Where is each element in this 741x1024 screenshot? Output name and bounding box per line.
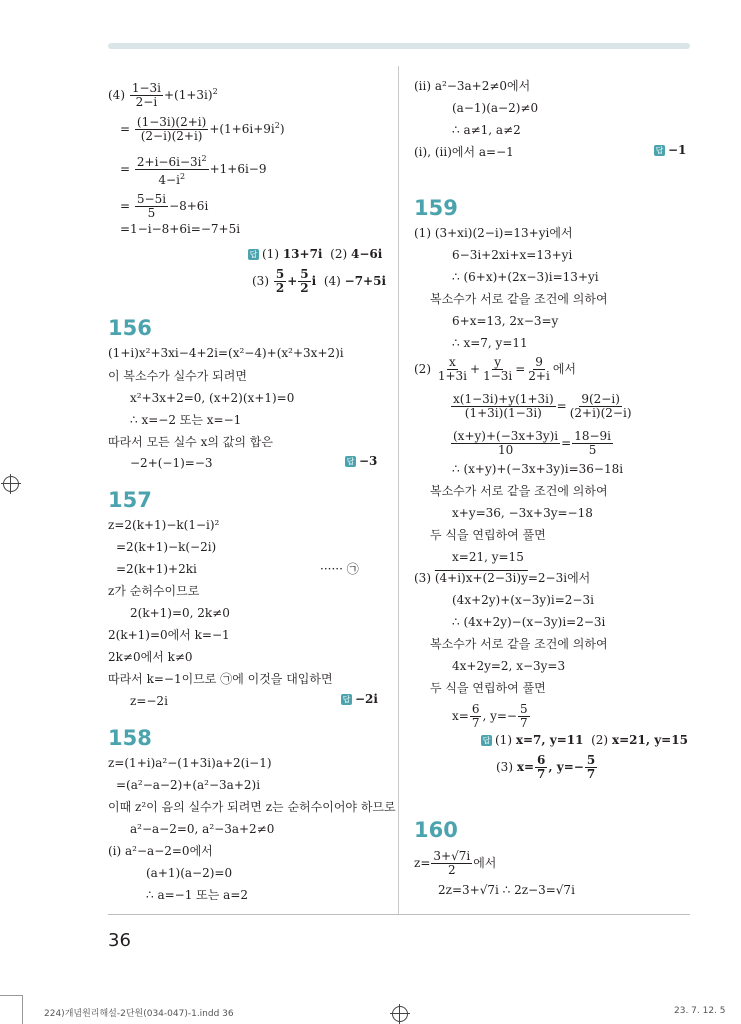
problem-number-156: 156 — [108, 316, 152, 340]
answer-badge-icon: 답 — [482, 736, 491, 745]
crop-mark — [0, 995, 22, 996]
answer-badge-icon: 답 — [342, 695, 351, 704]
problem-number-160: 160 — [414, 818, 458, 842]
p159-part3-line1: (3) (4+i)x+(2−3i)y=2−3i에서 — [414, 571, 591, 585]
p156-answer: 답 −3 — [346, 454, 378, 468]
footer-file: 224)개념원리해설-2단원(034-047)-1.indd 36 — [44, 1009, 234, 1019]
problem-number-158: 158 — [108, 726, 152, 750]
p155-answers-row1: 답 (1) 13+7i (2) 4−6i — [249, 247, 383, 261]
p155-answers-row2: (3) $\frac{5}{2}$ + $\frac{5}{2}$ i (4) −7+5i — [252, 267, 387, 295]
answer-badge-icon: 답 — [249, 250, 258, 259]
p155-line4: = $\frac{5-5i}{5}$ −8+6i — [120, 192, 209, 220]
p155-line2: = $\frac{(1-3i)(2+i)}{(2-i)(2+i)}$ $+(1+6i+9i^2)$ — [120, 115, 285, 143]
p155-line5: =1−i−8+6i=−7+5i — [120, 222, 241, 236]
problem-number-157: 157 — [108, 488, 152, 512]
bottom-rule — [108, 914, 690, 915]
registration-mark-icon — [392, 1006, 408, 1022]
p159-part2-line1: (2) $\frac{x}{1+3i}$ + $\frac{y}{1-3i}$ = $\frac{9}{2+i}$ 에서 — [414, 355, 577, 383]
crop-mark — [22, 995, 23, 1024]
p159-answers-row2: (3) x= $\frac{6}{7}$ , y=− $\frac{5}{7}$ — [496, 753, 596, 781]
problem-number-159: 159 — [414, 196, 458, 220]
p159-answers-row1: 답 (1) x=7, y=11 (2) x=21, y=15 — [482, 733, 688, 747]
column-divider — [398, 66, 399, 914]
p159-part2-line3: $\frac{(x+y)+(-3x+3y)i}{10}$ = $\frac{18-9i}{5}$ — [453, 429, 612, 457]
header-bar — [108, 43, 690, 49]
p158-answer: 답 −1 — [655, 143, 687, 157]
answer-badge-icon: 답 — [655, 146, 664, 155]
registration-mark-icon — [3, 476, 19, 492]
p159-part2-line2: $\frac{x(1-3i)+y(1+3i)}{(1+3i)(1-3i)}$ = $\frac{9(2-i)}{(2+i)(2-i)}$ — [453, 392, 632, 420]
p159-part3-result: x= $\frac{6}{7}$ , y=− $\frac{5}{7}$ — [452, 702, 528, 730]
p155-line3: = $\frac{2+i-6i-3i^2}{4-i^2}$ +1+6i−9 — [120, 154, 267, 187]
p160-line1: z= $\frac{3+√7i}{2}$ 에서 — [414, 849, 497, 877]
footer-date: 23. 7. 12. 5 — [674, 1006, 726, 1016]
page-number: 36 — [108, 930, 131, 951]
answer-badge-icon: 답 — [346, 457, 355, 466]
p157-answer: 답 −2i — [342, 692, 378, 706]
p155-line1: (4) $\frac{1-3i}{2-i}$ $+(1+3i)^2$ — [108, 81, 218, 109]
